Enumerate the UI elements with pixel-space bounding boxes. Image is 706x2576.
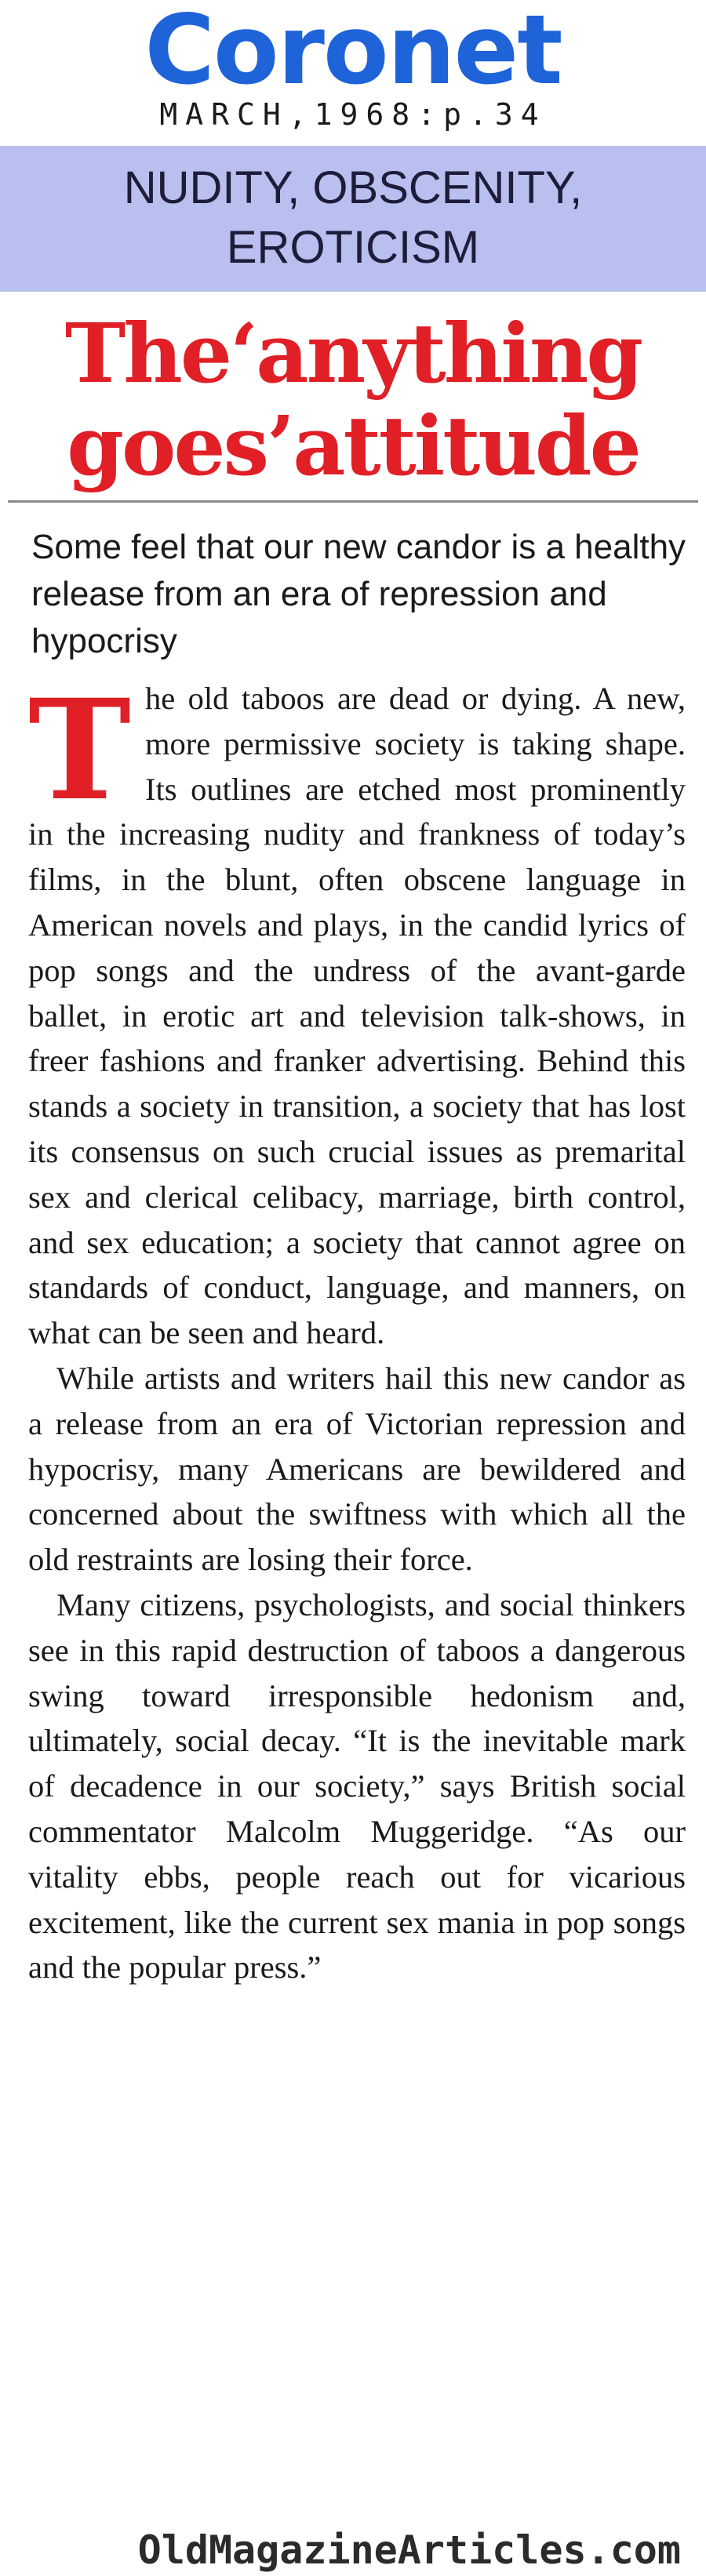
article-headline xyxy=(16,307,690,492)
topic-banner-text xyxy=(0,158,706,278)
issue-date-line: MARCH,1968:p.34 xyxy=(159,97,547,132)
paragraph-1-text: he old taboos are dead or dying. A new, more permissive society is taking shape. Its outlines are etched most prominently in the increasing nudity and frankness of today’s films, in the blunt, often obscene language in American novels and plays, in the candid lyrics of pop songs and the undress of the avant-garde ballet, in erotic art and television talk-shows, in freer fashions and franker advertising. Behind this stands a society in transition, a society that has lost its consensus on such crucial issues as premarital sex and clerical celibacy, marriage, birth control, and sex education; a society that cannot agree on standards of conduct, language, and manners, on what can be seen and heard. xyxy=(28,681,686,1351)
paragraph-2: While artists and writers hail this new candor as a release from an era of Victorian repression and hypocrisy, many Americans are bewildered and concerned about the swiftness with which all the old restraints are losing their force. xyxy=(28,1360,686,1578)
topic-line-1: NUDITY, OBSCENITY, xyxy=(123,162,583,213)
divider-rule xyxy=(8,500,698,503)
source-credit: OldMagazineArticles.com xyxy=(137,2527,681,2573)
drop-cap: T xyxy=(28,669,131,831)
article-deck: Some feel that our new candor is a healthy release from an era of repression and hypocrisy xyxy=(31,528,686,660)
topic-banner xyxy=(0,146,706,292)
article-body xyxy=(28,669,686,1990)
topic-line-2: EROTICISM xyxy=(226,222,480,273)
paragraph-1 xyxy=(28,669,686,1356)
paragraph-3: Many citizens, psychologists, and social thinkers see in this rapid destruction of taboos a dangerous swing toward irresponsible hedonism and, ultimately, social decay. “It is the inevitable mark of decadence in our society,” says British social commentator Malcolm Muggeridge. “As our vitality ebbs, people reach out for vicarious excitement, like the current sex mania in pop songs and the popular press.” xyxy=(28,1586,686,1986)
headline-line-2: goes’attitude xyxy=(67,398,639,494)
headline-line-1: The‘anything xyxy=(64,305,642,401)
magazine-title: Coronet xyxy=(144,0,562,106)
